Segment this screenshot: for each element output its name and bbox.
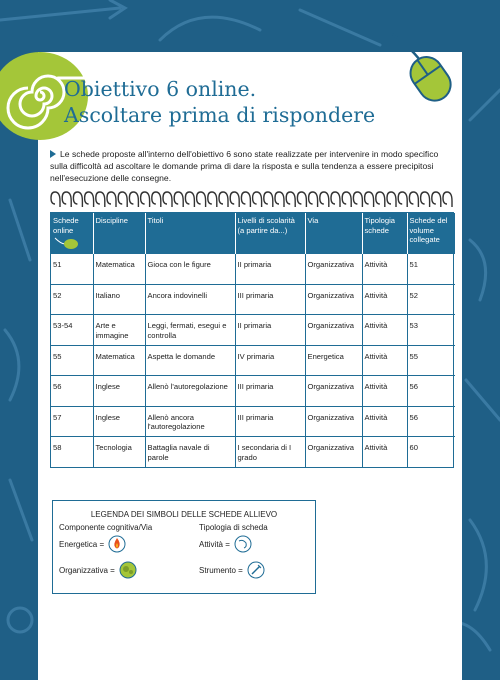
- legend-attivita-label: Attività =: [199, 539, 230, 549]
- ring: [208, 192, 217, 207]
- ring: [376, 192, 385, 207]
- ring: [107, 192, 116, 207]
- strumento-icon: [247, 561, 265, 579]
- cell-livello: III primaria: [235, 284, 305, 315]
- legend-col1-title: Componente cognitiva/Via: [59, 523, 153, 532]
- bullet-arrow-icon: [50, 150, 56, 158]
- cell-scheda: 55: [51, 345, 93, 376]
- cell-livello: III primaria: [235, 406, 305, 437]
- header-schede-online: [51, 213, 93, 254]
- attivita-icon: [234, 535, 252, 553]
- cell-livello: I secondaria di I grado: [235, 437, 305, 468]
- cell-disciplina: Arte e immagine: [93, 315, 145, 346]
- table-row: [51, 284, 455, 315]
- mouse-small-icon: [53, 236, 79, 250]
- cell-tipologia: Attività: [362, 315, 407, 346]
- ring: [241, 192, 250, 207]
- cell-disciplina: Italiano: [93, 284, 145, 315]
- cell-via: Organizzativa: [305, 284, 362, 315]
- ring: [163, 192, 172, 207]
- ring: [387, 192, 396, 207]
- ring: [219, 192, 228, 207]
- cell-disciplina: Matematica: [93, 254, 145, 285]
- ring: [152, 192, 161, 207]
- legend-energetica-label: Energetica =: [59, 539, 105, 549]
- cell-livello: IV primaria: [235, 345, 305, 376]
- title-line-2: Ascoltare prima di rispondere: [64, 103, 376, 127]
- cell-via: Organizzativa: [305, 406, 362, 437]
- cell-scheda-volume: 51: [407, 254, 455, 285]
- cell-scheda-volume: 56: [407, 376, 455, 407]
- ring: [309, 192, 318, 207]
- cell-titolo: Aspetta le domande: [145, 345, 235, 376]
- ring: [118, 192, 127, 207]
- table-row: [51, 376, 455, 407]
- cell-scheda-volume: 60: [407, 437, 455, 468]
- cell-disciplina: Matematica: [93, 345, 145, 376]
- ring: [443, 192, 452, 207]
- ring: [297, 192, 306, 207]
- legend-energetica: [59, 535, 126, 553]
- cell-disciplina: Inglese: [93, 406, 145, 437]
- header-via: Via: [305, 213, 362, 254]
- cell-via: Energetica: [305, 345, 362, 376]
- header-livelli: Livelli di scolarità (a partire da...): [235, 213, 305, 254]
- header-schede-volume: Schede del volume collegate: [407, 213, 455, 254]
- ring: [62, 192, 71, 207]
- header-tipologia: Tipologia schede: [362, 213, 407, 254]
- cell-scheda: 51: [51, 254, 93, 285]
- ring: [197, 192, 206, 207]
- ring: [409, 192, 418, 207]
- table-row: [51, 406, 455, 437]
- ring: [141, 192, 150, 207]
- ring: [421, 192, 430, 207]
- cell-titolo: Ancora indovinelli: [145, 284, 235, 315]
- cell-titolo: Leggi, fermati, esegui e controlla: [145, 315, 235, 346]
- title-line-1: Obiettivo 6 online.: [64, 77, 257, 101]
- ring: [96, 192, 105, 207]
- organizzativa-icon: [119, 561, 137, 579]
- legend-col2-title: Tipologia di scheda: [199, 523, 268, 532]
- legend-strumento: [199, 561, 265, 579]
- cell-tipologia: Attività: [362, 345, 407, 376]
- cell-via: Organizzativa: [305, 376, 362, 407]
- cell-titolo: Battaglia navale di parole: [145, 437, 235, 468]
- cell-livello: II primaria: [235, 254, 305, 285]
- cell-scheda-volume: 56: [407, 406, 455, 437]
- ring: [51, 192, 60, 207]
- cell-tipologia: Attività: [362, 284, 407, 315]
- cell-scheda: 57: [51, 406, 93, 437]
- cell-disciplina: Tecnologia: [93, 437, 145, 468]
- legend-organizzativa: [59, 561, 137, 579]
- ring: [230, 192, 239, 207]
- cell-tipologia: Attività: [362, 254, 407, 285]
- ring: [342, 192, 351, 207]
- legend-attivita: [199, 535, 252, 553]
- table-row: [51, 437, 455, 468]
- cell-tipologia: Attività: [362, 406, 407, 437]
- title-block: [64, 76, 464, 128]
- cell-scheda: 58: [51, 437, 93, 468]
- intro-text: Le schede proposte all'interno dell'obiettivo 6 sono state realizzate per intervenire in modo specifico sulla difficoltà ad ascoltare le domande prima di dare la risposta e sulla tendenza a essere precipitosi nell'esecuzione delle consegne.: [50, 149, 439, 183]
- schede-table: [50, 212, 454, 468]
- ring: [286, 192, 295, 207]
- cell-via: Organizzativa: [305, 254, 362, 285]
- ring: [73, 192, 82, 207]
- cell-titolo: Gioca con le figure: [145, 254, 235, 285]
- cell-scheda-volume: 53: [407, 315, 455, 346]
- legend-organizzativa-label: Organizzativa =: [59, 565, 115, 575]
- cell-disciplina: Inglese: [93, 376, 145, 407]
- header-titoli: Titoli: [145, 213, 235, 254]
- cell-tipologia: Attività: [362, 437, 407, 468]
- cell-scheda: 52: [51, 284, 93, 315]
- table-row: [51, 315, 455, 346]
- table-header-row: [51, 213, 455, 254]
- cell-livello: III primaria: [235, 376, 305, 407]
- ring: [185, 192, 194, 207]
- ring: [331, 192, 340, 207]
- ring: [320, 192, 329, 207]
- ring: [174, 192, 183, 207]
- cell-via: Organizzativa: [305, 437, 362, 468]
- cell-scheda: 53-54: [51, 315, 93, 346]
- legend-title: LEGENDA DEI SIMBOLI DELLE SCHEDE ALLIEVO: [90, 510, 278, 519]
- cell-via: Organizzativa: [305, 315, 362, 346]
- cell-scheda: 56: [51, 376, 93, 407]
- ring: [275, 192, 284, 207]
- cell-titolo: Allenò ancora l'autoregolazione: [145, 406, 235, 437]
- intro-paragraph: [50, 148, 454, 184]
- table-row: [51, 254, 455, 285]
- cell-scheda-volume: 52: [407, 284, 455, 315]
- ring: [365, 192, 374, 207]
- header-label: Schede online: [53, 216, 79, 235]
- ring: [253, 192, 262, 207]
- cell-scheda-volume: 55: [407, 345, 455, 376]
- header-discipline: Discipline: [93, 213, 145, 254]
- legend-strumento-label: Strumento =: [199, 565, 243, 575]
- ring: [398, 192, 407, 207]
- ring: [432, 192, 441, 207]
- ring: [264, 192, 273, 207]
- ring: [353, 192, 362, 207]
- notebook-rings: [50, 189, 454, 209]
- cell-titolo: Allenò l'autoregolazione: [145, 376, 235, 407]
- table-row: [51, 345, 455, 376]
- cell-livello: II primaria: [235, 315, 305, 346]
- ring: [85, 192, 94, 207]
- cell-tipologia: Attività: [362, 376, 407, 407]
- energetica-fire-icon: [108, 535, 126, 553]
- legend-box: [52, 500, 316, 594]
- ring: [129, 192, 138, 207]
